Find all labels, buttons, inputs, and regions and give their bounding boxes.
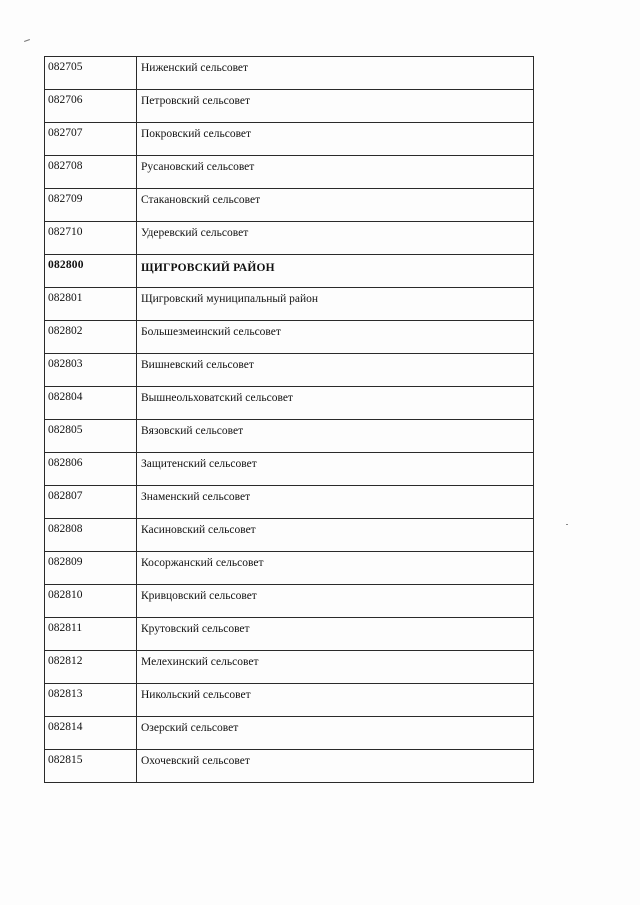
table-row: [45, 552, 534, 585]
table-row: [45, 717, 534, 750]
table-row: [45, 651, 534, 684]
code-table: [44, 56, 534, 783]
code-table-body: [45, 57, 534, 783]
name-cell: Охочевский сельсовет: [137, 750, 534, 783]
code-cell: 082811: [45, 618, 137, 651]
name-cell: Косоржанский сельсовет: [137, 552, 534, 585]
name-cell: Защитенский сельсовет: [137, 453, 534, 486]
code-cell: 082706: [45, 90, 137, 123]
name-cell: Озерский сельсовет: [137, 717, 534, 750]
table-row: [45, 222, 534, 255]
name-cell: Мелехинский сельсовет: [137, 651, 534, 684]
name-cell: Русановский сельсовет: [137, 156, 534, 189]
name-cell: Знаменский сельсовет: [137, 486, 534, 519]
name-cell: Удеревский сельсовет: [137, 222, 534, 255]
code-cell: 082804: [45, 387, 137, 420]
table-row: [45, 618, 534, 651]
code-cell: 082709: [45, 189, 137, 222]
table-row: [45, 354, 534, 387]
name-cell: Покровский сельсовет: [137, 123, 534, 156]
name-cell: Кривцовский сельсовет: [137, 585, 534, 618]
code-cell: 082708: [45, 156, 137, 189]
table-row: [45, 189, 534, 222]
name-cell: Петровский сельсовет: [137, 90, 534, 123]
code-cell: 082805: [45, 420, 137, 453]
name-cell: Большезмеинский сельсовет: [137, 321, 534, 354]
scan-mark: [24, 39, 30, 42]
name-cell: Щигровский муниципальный район: [137, 288, 534, 321]
name-cell: ЩИГРОВСКИЙ РАЙОН: [137, 255, 534, 288]
code-cell: 082812: [45, 651, 137, 684]
code-cell: 082803: [45, 354, 137, 387]
code-cell: 082802: [45, 321, 137, 354]
code-cell: 082810: [45, 585, 137, 618]
code-cell: 082813: [45, 684, 137, 717]
name-cell: Стакановский сельсовет: [137, 189, 534, 222]
code-cell: 082800: [45, 255, 137, 288]
name-cell: Никольский сельсовет: [137, 684, 534, 717]
table-row: [45, 321, 534, 354]
code-cell: 082815: [45, 750, 137, 783]
name-cell: Крутовский сельсовет: [137, 618, 534, 651]
table-row: [45, 750, 534, 783]
code-cell: 082801: [45, 288, 137, 321]
table-row: [45, 420, 534, 453]
table-row: [45, 486, 534, 519]
name-cell: Вышнеольховатский сельсовет: [137, 387, 534, 420]
code-cell: 082710: [45, 222, 137, 255]
code-cell: 082707: [45, 123, 137, 156]
code-cell: 082809: [45, 552, 137, 585]
scan-speck: [566, 524, 568, 525]
table-row: [45, 90, 534, 123]
table-row: [45, 57, 534, 90]
code-cell: 082814: [45, 717, 137, 750]
code-cell: 082808: [45, 519, 137, 552]
table-row: [45, 453, 534, 486]
table-row: [45, 585, 534, 618]
code-cell: 082705: [45, 57, 137, 90]
table-row-heading: [45, 255, 534, 288]
table-row: [45, 288, 534, 321]
name-cell: Вишневский сельсовет: [137, 354, 534, 387]
name-cell: Вязовский сельсовет: [137, 420, 534, 453]
name-cell: Ниженский сельсовет: [137, 57, 534, 90]
table-row: [45, 156, 534, 189]
name-cell: Касиновский сельсовет: [137, 519, 534, 552]
code-cell: 082806: [45, 453, 137, 486]
table-row: [45, 123, 534, 156]
table-row: [45, 387, 534, 420]
table-row: [45, 519, 534, 552]
code-cell: 082807: [45, 486, 137, 519]
table-row: [45, 684, 534, 717]
